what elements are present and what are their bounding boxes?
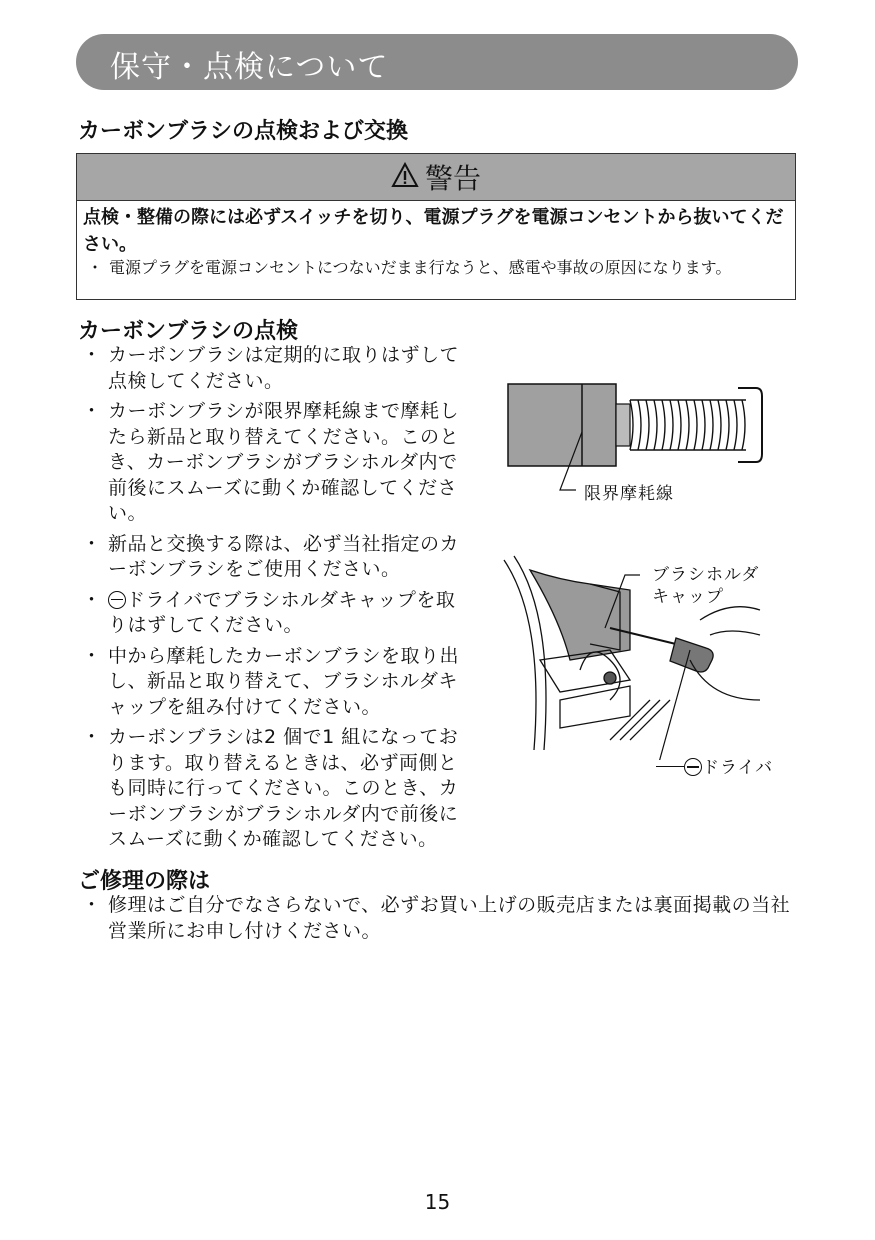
list-item: ・ 新品と交換する際は、必ず当社指定のカーボンブラシをご使用ください。 [82,532,460,580]
list-item: ・ カーボンブラシは2 個で1 組になっております。取り替えるときは、必ず両側とも同時に行ってください。このとき、カーボンブラシがブラシホルダ内で前後にスムーズに動くか確認してください。 [82,726,459,850]
list-item: ・ 中から摩耗したカーボンブラシを取り出し、新品と取り替えて、ブラシホルダキャップを組み付けてください。 [82,644,460,718]
chapter-title: 保守・点検について [110,50,389,85]
page-number: 15 [424,1190,451,1214]
warning-header [77,154,795,201]
bullet: ・ [87,258,104,277]
warning-note [83,257,789,279]
warning-box [76,153,796,300]
warning-note-text: 電源プラグを電源コンセントにつないだまま行なうと、感電や事故の原因になります。 [109,258,732,277]
leader-line [656,766,684,767]
brush-holder-cap-label-line1: ブラシホルダ [652,565,760,585]
list-item: ・ カーボンブラシは定期的に取りはずして点検してください。 [82,344,460,392]
warning-title: 警告 [424,162,481,195]
inspection-list [78,343,466,853]
chapter-banner [76,34,798,90]
list-item: ・ 修理はご自分でなさらないで、必ずお買い上げの販売店または裏面掲載の当社営業所にお申し付けください。 [82,894,791,942]
list-item: ・ ドライバでブラシホルダキャップを取りはずしてください。 [82,588,456,636]
repair-heading: ご修理の際は [78,869,211,894]
brush-holder-cap-label-line2: キャップ [652,587,724,607]
repair-list [78,893,800,944]
screwdriver-label: ドライバ [684,757,773,779]
warning-triangle-icon [391,162,419,192]
flathead-screwdriver-icon [684,758,702,776]
flathead-screwdriver-icon [108,591,126,609]
wear-limit-label: 限界摩耗線 [584,484,674,504]
warning-main-text: 点検・整備の際には必ずスイッチを切り、電源プラグを電源コンセントから抜いてください。 [83,207,784,255]
section-title: カーボンブラシの点検および交換 [78,119,409,144]
inspection-heading: カーボンブラシの点検 [78,319,299,344]
list-item: ・ カーボンブラシが限界摩耗線まで摩耗したら新品と取り替えてください。このとき、カーボンブラシがブラシホルダ内で前後にスムーズに動くか確認してください。 [82,400,460,524]
